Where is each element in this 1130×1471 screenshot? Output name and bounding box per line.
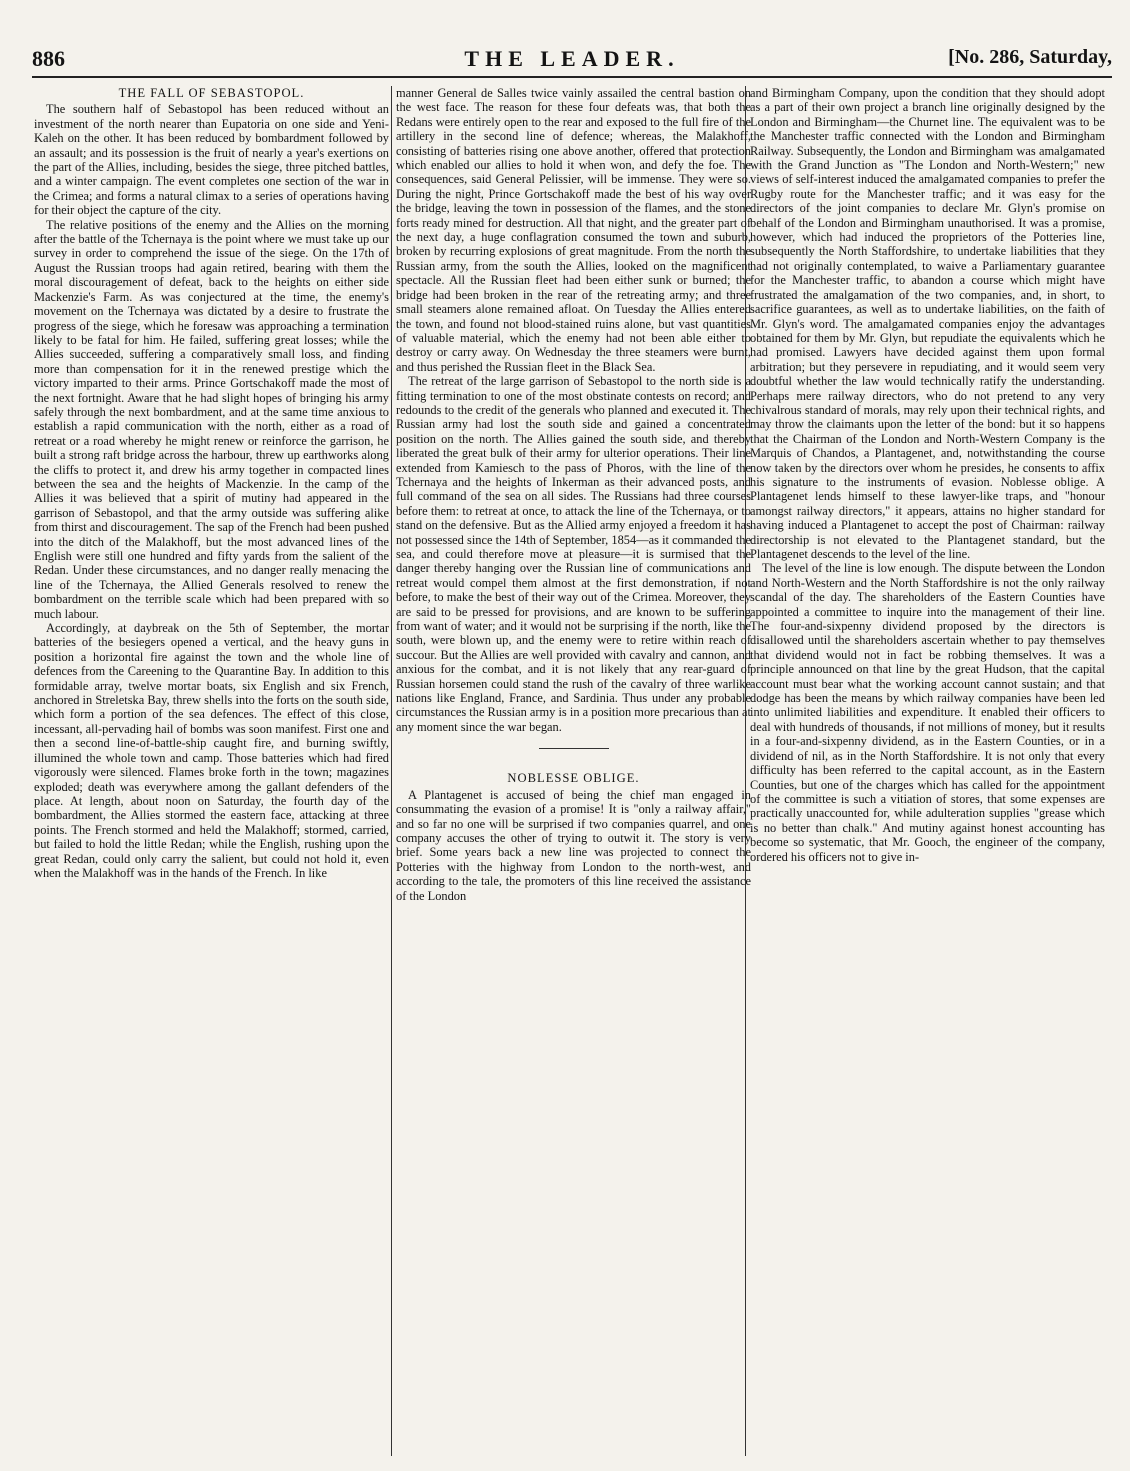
- masthead: [32, 46, 1112, 74]
- column-divider: [391, 86, 392, 1456]
- article-paragraph: The southern half of Sebastopol has been reduced without an investment of the north nearer than Eupatoria on one side and Yeni-Kaleh on the other. It has been reduced by bombardment followed by an assault; and its possession is the fruit of nearly a year's exertions on the part of the Allies, including, besides the siege, three pitched battles, and a winter campaign. The event completes one section of the war in the Crimea; and forms a natural climax to a series of operations having for their object the capture of the city.: [34, 102, 389, 218]
- article-paragraph: The relative positions of the enemy and the Allies on the morning after the battle of the Tchernaya is the point where we must take up our survey in order to comprehend the issue of the siege. On the 17th of August the Russian troops had again retired, bearing with them the moral discouragement of defeat, back to the heights on either side Mackenzie's Farm. As was conjectured at the time, the enemy's movement on the Tchernaya was dictated by a desire to frustrate the progress of the siege, which he foresaw was approaching a termination likely to be fatal for him. He failed, suffering great losses; while the Allies succeeded, suffering a comparatively small loss, and finding more than compensation for it in the renewed prestige which the victory imparted to their arms. Prince Gortschakoff made the most of the next fortnight. Aware that he had slight hopes of bringing his army safely through the next bombardment, and at the same time anxious to establish a rapid communication with the north, either as a road of retreat or a road whereby he might renew or reinforce the garrison, he built a strong raft bridge across the harbour, threw up earthworks along the cliffs to protect it, and drew his army together in compacted lines between the sea and the heights of Mackenzie. In the camp of the Allies it was believed that a spirit of mutiny had appeared in the garrison of Sebastopol, and that the army outside was suffering alike from thirst and discouragement. The sap of the French had been pushed into the ditch of the Malakhoff, but the most advanced lines of the English were still one hundred and fifty yards from the salient of the Redan. Under these circumstances, and no danger really menacing the line of the Tchernaya, the Allied Generals resolved to renew the bombardment on the terrible scale which had been prepared with so much labour.: [34, 217, 389, 621]
- article-paragraph: Accordingly, at daybreak on the 5th of September, the mortar batteries of the besiegers opened a vertical, and the heavy guns in position a horizontal fire against the town and the whole line of defences from the Careening to the Quarantine Bay. In addition to this formidable array, twelve mortar boats, six English and six French, anchored in Streletska Bay, threw shells into the forts on the south side, which form a portion of the sea defences. The effect of this close, incessant, all-pervading hail of bombs was soon manifest. First one and then a second line-of-battle-ship caught fire, and burning swiftly, illumined the whole town and camp. Those batteries which had fired vigorously were silenced. Flames broke forth in the town; magazines exploded; death was everywhere among the gallant defenders of the place. At length, about noon on Saturday, the fourth day of the bombardment, the Allies stormed the eastern face, attacking at three points. The French stormed and held the Malakhoff; stormed, carried, but failed to hold the little Redan; while the English, rushing upon the great Redan, could only carry the salient, but could not hold it, even when the Malakhoff was in the hands of the French. In like: [34, 621, 389, 880]
- column-2: [396, 86, 751, 1458]
- article-headline: THE FALL OF SEBASTOPOL.: [118, 86, 305, 100]
- newspaper-title: THE LEADER.: [464, 46, 680, 71]
- masthead-rule: [32, 76, 1112, 78]
- article-separator: [539, 748, 609, 749]
- issue-info: [No. 286, Saturday,: [948, 46, 1112, 68]
- page-number: 886: [32, 46, 65, 71]
- article-headline: NOBLESSE OBLIGE.: [507, 771, 640, 786]
- article-paragraph: A Plantagenet is accused of being the chief man engaged in consummating the evasion of a promise! It is "only a railway affair," and so far no one will be surprised if two companies quarrel, and one company accuses the other of trying to outwit it. The story is very brief. Some years back a new line was projected to connect the Potteries with the highway from London to the north-west, and according to the tale, the promoters of this line received the assistance of the London: [396, 787, 751, 903]
- article-paragraph: The retreat of the large garrison of Sebastopol to the north side is a fitting termination to one of the most obstinate contests on record; and redounds to the credit of the generals who planned and executed it. The Russian army had lost the south side and gained a concentrated position on the north. The Allies gained the south side, and thereby liberated the great bulk of their army for ulterior operations. Their line extended from Kamiesch to the pass of Phoros, with the line of the Tchernaya and the heights of Inkerman as their advanced posts, and full command of the sea on all sides. The Russians had three courses before them: to retreat at once, to attack the line of the Tchernaya, or to stand on the defensive. But as the Allied army enjoyed a freedom it has not possessed since the 14th of September, 1854—as it commanded the sea, and could therefore move at pleasure—it is surmised that the danger thereby hanging over the Russian line of communications and retreat would compel them almost at the first demonstration, if not before, to make the best of their way out of the Crimea. Moreover, they are said to be pressed for provisions, and are known to be suffering from want of water; and it would not be surprising if the north, like the south, were blown up, and the enemy were to retire within reach of succour. But the Allies are well provided with cavalry and cannon, and anxious for the combat, and it is not likely that any rear-guard of Russian horsemen could stand the rush of the cavalry of three warlike nations like England, France, and Sardinia. Thus under any probable circumstances the Russian army is in a position more precarious than at any moment since the war began.: [396, 374, 751, 734]
- article-paragraph: manner General de Salles twice vainly assailed the central bastion on the west face. The reason for these four defeats was, that both the Redans were entirely open to the rear and exposed to the full fire of the artillery in the second line of defence; whereas, the Malakhoff, consisting of batteries rising one above another, offered that protection which enabled our allies to hold it when won, and defy the foe. The consequences, said General Pelissier, will be immense. They were so. During the night, Prince Gortschakoff made the best of his way over the bridge, leaving the town in possession of the flames, and the stone forts ready mined for destruction. All that night, and the greater part of the next day, a huge conflagration consumed the town and suburb, broken by recurring explosions of great magnitude. From the north the Russian army, from the south the Allies, looked on the magnificent spectacle. All the Russian fleet had been either sunk or burned; the bridge had been broken in the rear of the retreating army; and three small steamers alone remained afloat. On Tuesday the Allies entered the town, and found not blood-stained ruins alone, but vast quantities of valuable material, which the enemy had not been able either to destroy or carry away. On Wednesday the three steamers were burnt, and thus perished the Russian fleet in the Black Sea.: [396, 86, 751, 374]
- article-paragraph: and Birmingham Company, upon the condition that they should adopt as a part of their own project a branch line originally designed by the London and Birmingham—the Churnet line. The equivalent was to be the Manchester traffic connected with the London and Birmingham Railway. Subsequently, the London and Birmingham was amalgamated with the Grand Junction as "The London and North-Western;" new views of self-interest induced the amalgamated companies to prefer the Rugby route for the Manchester traffic; and it was easy for the directors of the joint companies to declare Mr. Glyn's promise on behalf of the London and Birmingham unauthorised. It was a promise, however, which had induced the proprietors of the Potteries line, subsequently the North Staffordshire, to undertake liabilities that they had not originally contemplated, to waive a Parliamentary guarantee for the Manchester traffic, to abandon a course which might have frustrated the amalgamation of the two companies, and, in short, to sacrifice guarantees, as well as to undertake liabilities, on the faith of Mr. Glyn's word. The amalgamated companies enjoy the advantages obtained for them by Mr. Glyn, but repudiate the equivalents which he had promised. Lawyers have decided against them upon formal arbitration; but they persevere in repudiating, and it would seem very doubtful whether the law would technically ratify the understanding. Perhaps mere railway directors, who do not pretend to any very chivalrous standard of morals, may rely upon their technical rights, and may throw the claimants upon the letter of the bond: but it so happens that the Chairman of the London and North-Western Company is the Marquis of Chandos, a Plantagenet, and, notwithstanding the course now taken by the directors over whom he presides, he consents to affix his signature to the instruments of evasion. Noblesse oblige. A Plantagenet lends himself to these lawyer-like traps, and "honour amongst railway directors," it appears, attains no higher standard for having induced a Plantagenet to accept the post of Chairman: railway directorship is not elevated to the Plantagenet standard, but the Plantagenet descends to the level of the line.: [750, 86, 1105, 561]
- column-1: [34, 86, 389, 1458]
- article-paragraph: The level of the line is low enough. The dispute between the London and North-Western and the North Staffordshire is not the only railway scandal of the day. The shareholders of the Eastern Counties have appointed a committee to inquire into the management of their line. The four-and-sixpenny dividend proposed by the directors is disallowed until the shareholders ascertain whether to pay themselves that dividend would not in fact be robbing themselves. It was a principle announced on that line by the great Hudson, that the capital account must bear what the working account cannot sustain; and that dodge has been the means by which railway companies have been led into unlimited liabilities and expenditure. It enabled their officers to deal with hundreds of thousands, if not millions of money, but it results in a four-and-sixpenny dividend, as in the Eastern Counties, or in a dividend of nil, as in the North Staffordshire. It is not only that every difficulty has been referred to the capital account, as in the Eastern Counties, but one of the charges which has called for the appointment of the committee is such a vitiation of stores, that some expenses are practically unaccounted for, while adulteration supplies "grease which is no better than chalk." And mutiny against honest accounting has become so systematic, that Mr. Gooch, the engineer of the company, ordered his officers not to give in-: [750, 561, 1105, 864]
- column-3: [750, 86, 1105, 1458]
